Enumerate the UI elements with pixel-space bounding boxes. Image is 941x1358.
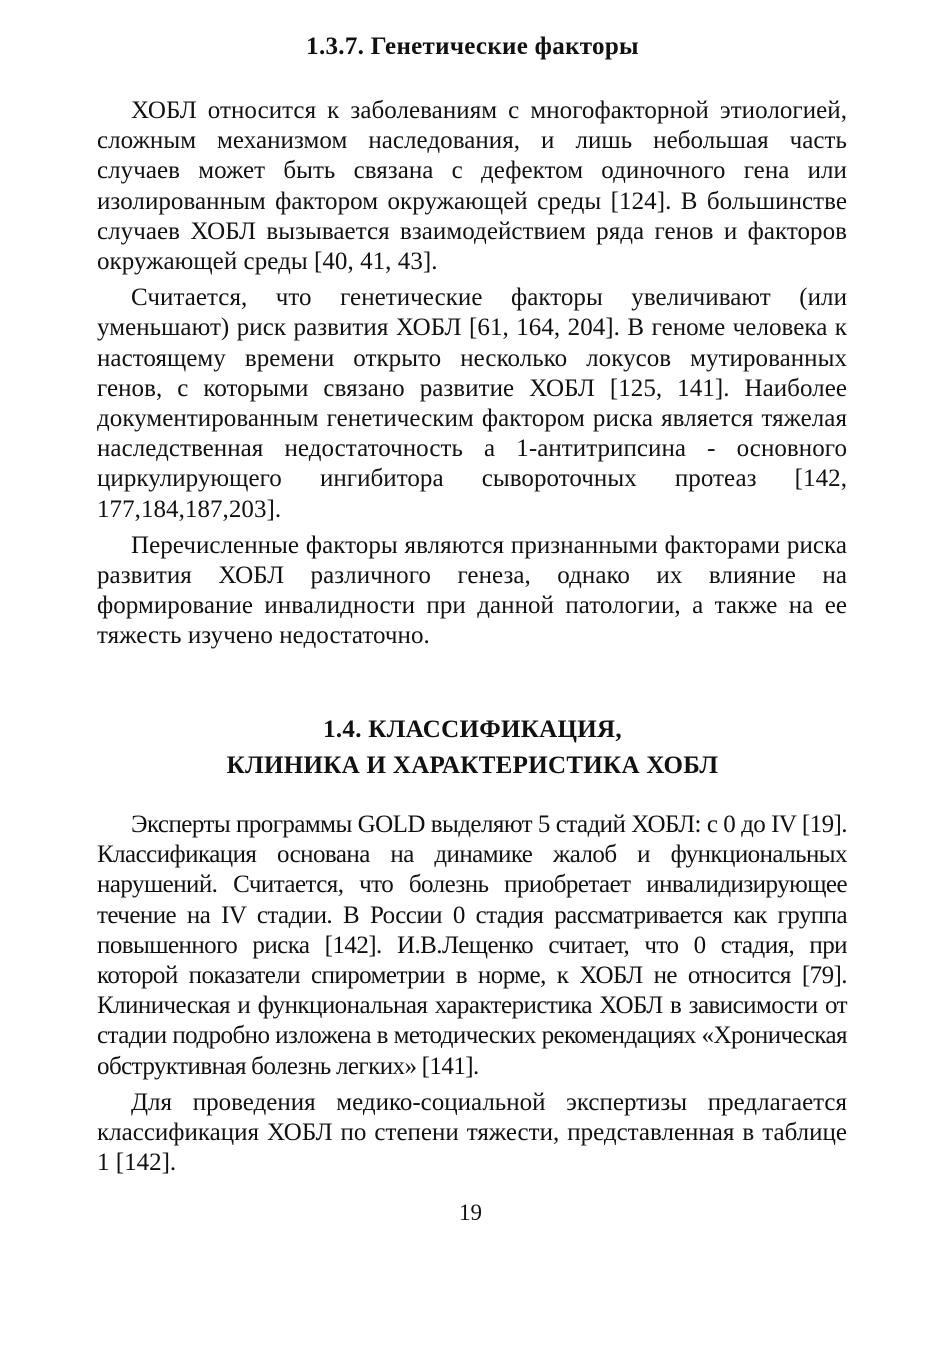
paragraph: Для проведения медико-социальной экспертизы предлагается классификация ХОБЛ по степени тяжести, представленная в таблице 1 [142]. xyxy=(97,1088,847,1177)
section-body-classification xyxy=(97,810,847,1184)
section-heading-line: 1.4. КЛАССИФИКАЦИЯ, xyxy=(323,716,622,743)
section-heading-genetic-factors: 1.3.7. Генетические факторы xyxy=(306,33,639,60)
paragraph: Перечисленные факторы являются признанными факторами риска развития ХОБЛ различного генеза, однако их влияние на формирование инвалидности при данной патологии, а также на ее тяжесть изучено недостаточно. xyxy=(97,531,847,650)
section-heading-classification xyxy=(95,712,850,784)
paragraph: Считается, что генетические факторы увеличивают (или уменьшают) риск развития ХОБЛ [61, 164, 204]. В геноме человека к настоящему времени открыто несколько локусов мутированных генов, с которыми связано развитие ХОБЛ [125, 141]. Наиболее документированным генетическим фактором риска является тяжелая наследственная недостаточность а 1-антитрипсина - основного циркулирующего ингибитора сывороточных протеаз [142, 177,184,187,203]. xyxy=(97,284,847,523)
section-body-genetic-factors xyxy=(97,96,847,658)
paragraph: Эксперты программы GOLD выделяют 5 стадий ХОБЛ: с 0 до IV [19]. Классификация основана на динамике жалоб и функциональных нарушений. Считается, что болезнь приобретает инвалидизирующее течение на IV стадии. В России 0 стадия рассматривается как группа повышенного риска [142]. И.В.Лещенко считает, что 0 стадия, при которой показатели спирометрии в норме, к ХОБЛ не относится [79]. Клиническая и функциональная характеристика ХОБЛ в зависимости от стадии подробно изложена в методических рекомендациях «Хроническая обструктивная болезнь легких» [141]. xyxy=(97,811,847,1080)
paragraph: ХОБЛ относится к заболеваниям с многофакторной этиологией, сложным механизмом наследования, и лишь небольшая часть случаев может быть связана с дефектом одиночного гена или изолированным фактором окружающей среды [124]. В большинстве случаев ХОБЛ вызывается взаимодействием ряда генов и факторов окружающей среды [40, 41, 43]. xyxy=(97,97,847,276)
page-number: 19 xyxy=(459,1200,482,1225)
section-heading-line: КЛИНИКА И ХАРАКТЕРИСТИКА ХОБЛ xyxy=(226,752,719,779)
